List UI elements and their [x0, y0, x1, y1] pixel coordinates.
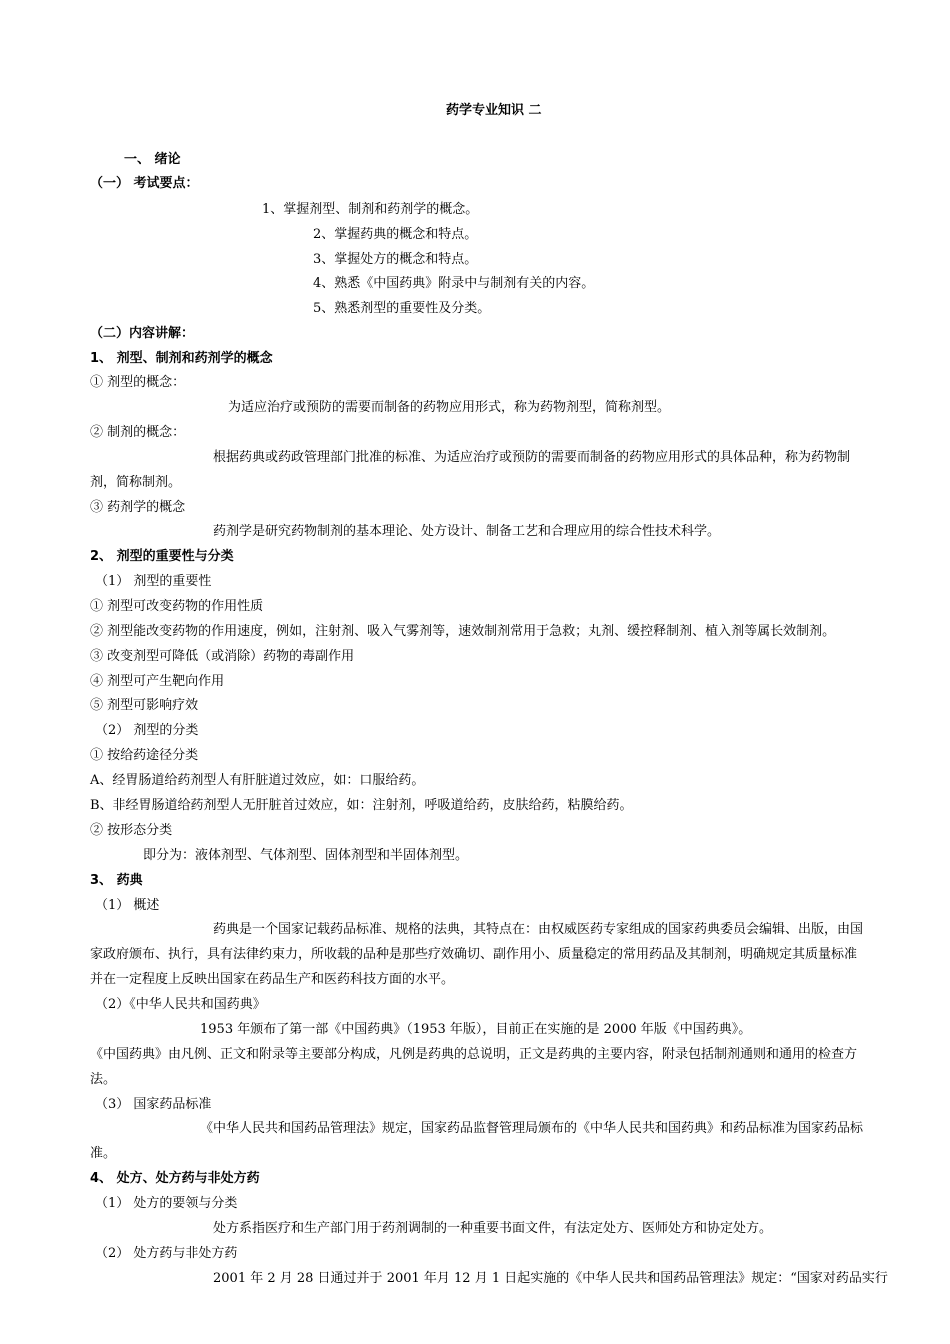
paragraph: 家政府颁布、执行，具有法律约束力，所收载的品种是那些疗效确切、副作用小、质量稳定的常用药品及其制剂，明确规定其质量标准 — [90, 947, 858, 962]
list-item: ④ 剂型可产生靶向作用 — [90, 674, 225, 689]
subsection-heading-content: （二）内容讲解： — [90, 326, 195, 341]
requirement-item: 4、熟悉《中国药典》附录中与制剂有关的内容。 — [313, 276, 595, 291]
paragraph: 根据药典或药政管理部门批准的标准、为适应治疗或预防的需要而制备的药物应用形式的具体品种，称为药物制 — [213, 450, 851, 465]
requirement-item: 1、掌握剂型、制剂和药剂学的概念。 — [262, 202, 479, 217]
heading-prescriptions: 4、 处方、处方药与非处方药 — [90, 1171, 260, 1186]
list-item: ① 剂型可改变药物的作用性质 — [90, 599, 264, 614]
page-title: 药学专业知识 二 — [446, 103, 542, 118]
subheading: （2）《中华人民共和国药典》 — [95, 997, 266, 1012]
heading-pharmacopoeia: 3、 药典 — [90, 873, 143, 888]
heading-concepts: 1、 剂型、制剂和药剂学的概念 — [90, 351, 273, 366]
requirement-item: 2、掌握药典的概念和特点。 — [313, 227, 478, 242]
list-item: B、非经胃肠道给药剂型人无肝脏首过效应，如：注射剂，呼吸道给药，皮肤给药，粘膜给药。 — [90, 798, 633, 813]
subheading: （2） 处方药与非处方药 — [95, 1246, 238, 1261]
list-item: ① 剂型的概念： — [90, 375, 186, 390]
list-item: ③ 药剂学的概念 — [90, 500, 186, 515]
list-item: ③ 改变剂型可降低（或消除）药物的毒副作用 — [90, 649, 355, 664]
subheading: （1） 处方的要领与分类 — [95, 1196, 238, 1211]
requirement-item: 5、熟悉剂型的重要性及分类。 — [313, 301, 491, 316]
paragraph: 即分为：液体剂型、气体剂型、固体剂型和半固体剂型。 — [143, 848, 469, 863]
list-item: A、经胃肠道给药剂型人有肝脏道过效应，如：口服给药。 — [90, 773, 425, 788]
paragraph: 药剂学是研究药物制剂的基本理论、处方设计、制备工艺和合理应用的综合性技术科学。 — [213, 524, 721, 539]
subsection-heading-exam-points: （一） 考试要点： — [90, 176, 199, 191]
heading-dosage-importance: 2、 剂型的重要性与分类 — [90, 549, 234, 564]
paragraph: 2001 年 2 月 28 日通过并于 2001 年月 12 月 1 日起实施的《中华人民共和国药品管理法》规定：“国家对药品实行 — [213, 1271, 888, 1286]
paragraph: 《中国药典》由凡例、正文和附录等主要部分构成，凡例是药典的总说明，正文是药典的主要内容，附录包括制剂通则和通用的检查方 — [90, 1047, 858, 1062]
list-item: ② 制剂的概念： — [90, 425, 186, 440]
paragraph: 剂，简称制剂。 — [90, 475, 182, 490]
paragraph: 1953 年颁布了第一部《中国药典》（1953 年版），目前正在实施的是 2000 年版《中国药典》。 — [200, 1022, 752, 1037]
requirement-item: 3、掌握处方的概念和特点。 — [313, 252, 478, 267]
paragraph: 为适应治疗或预防的需要而制备的药物应用形式，称为药物剂型，简称剂型。 — [228, 400, 671, 415]
paragraph: 《中华人民共和国药品管理法》规定，国家药品监督管理局颁布的《中华人民共和国药典》和药品标准为国家药品标 — [200, 1121, 864, 1136]
paragraph: 法。 — [90, 1072, 117, 1087]
paragraph: 处方系指医疗和生产部门用于药剂调制的一种重要书面文件，有法定处方、医师处方和协定处方。 — [213, 1221, 773, 1236]
list-item: ① 按给药途径分类 — [90, 748, 199, 763]
section-heading-intro: 一、 绪论 — [124, 152, 181, 167]
paragraph: 准。 — [90, 1146, 117, 1161]
subheading: （2） 剂型的分类 — [95, 723, 199, 738]
subheading: （3） 国家药品标准 — [95, 1097, 212, 1112]
list-item: ② 按形态分类 — [90, 823, 173, 838]
paragraph: 药典是一个国家记载药品标准、规格的法典，其特点在：由权威医药专家组成的国家药典委员会编辑、出版，由国 — [213, 922, 864, 937]
list-item: ② 剂型能改变药物的作用速度，例如，注射剂、吸入气雾剂等，速效制剂常用于急救；丸剂、缓控释制剂、植入剂等属长效制剂。 — [90, 624, 836, 639]
subheading: （1） 概述 — [95, 898, 160, 913]
subheading: （1） 剂型的重要性 — [95, 574, 212, 589]
paragraph: 并在一定程度上反映出国家在药品生产和医药科技方面的水平。 — [90, 972, 455, 987]
list-item: ⑤ 剂型可影响疗效 — [90, 698, 199, 713]
